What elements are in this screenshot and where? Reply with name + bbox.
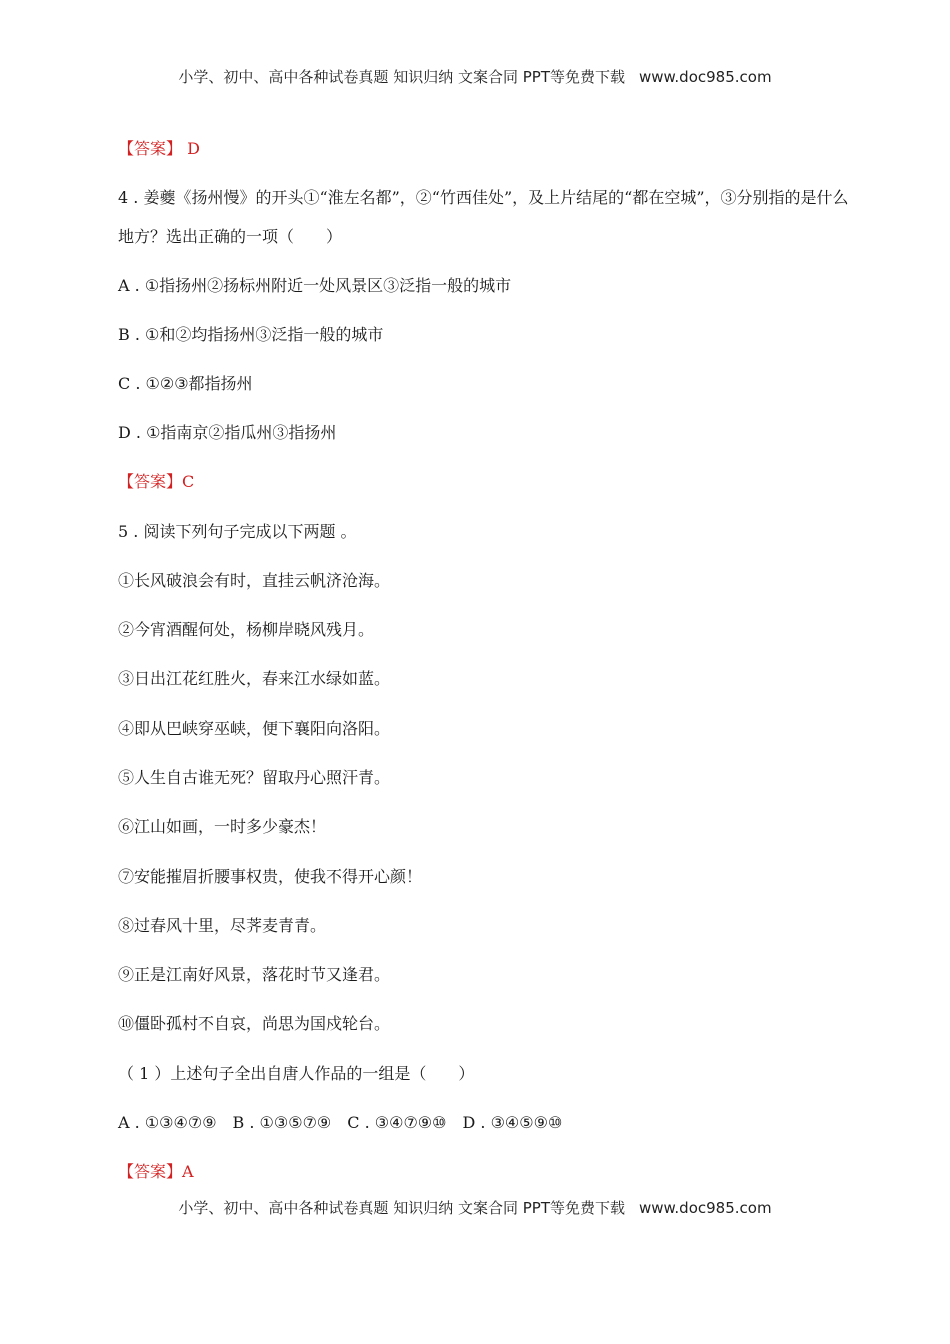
question-4-option-c: C . ①②③都指扬州 bbox=[118, 374, 253, 393]
question-4-option-a: A . ①指扬州②扬标州附近一处风景区③泛指一般的城市 bbox=[118, 276, 512, 295]
sentence-item: ⑩僵卧孤村不自哀，尚思为国戍轮台。 bbox=[118, 1014, 391, 1033]
sentence-item: ⑧过春风十里，尽荠麦青青。 bbox=[118, 916, 327, 935]
answer-label: 【答案】 D bbox=[118, 139, 200, 158]
sentence-item: ⑦安能摧眉折腰事权贵，使我不得开心颜！ bbox=[118, 867, 423, 886]
footer-url[interactable]: www.doc985.com bbox=[638, 1199, 772, 1217]
sentence-item: ③日出江花红胜火，春来江水绿如蓝。 bbox=[118, 669, 391, 688]
sentence-item: ②今宵酒醒何处，杨柳岸晓风残月。 bbox=[118, 620, 375, 639]
sentence-item: ⑥江山如画，一时多少豪杰！ bbox=[118, 817, 327, 836]
question-4-stem: 4 . 姜夔《扬州慢》的开头①“淮左名都”，②“竹西佳处”，及上片结尾的“都在空城”，③分别指的是什么地方？选出正确的一项（ ） bbox=[118, 188, 849, 246]
footer-text: 小学、初中、高中各种试卷真题 知识归纳 文案合同 PPT等免费下载 bbox=[178, 1199, 625, 1217]
sentence-item: ⑨正是江南好风景，落花时节又逢君。 bbox=[118, 965, 391, 984]
question-5-sub-1: （ 1 ）上述句子全出自唐人作品的一组是（ ） bbox=[118, 1064, 475, 1083]
question-5-stem: 5 . 阅读下列句子完成以下两题 。 bbox=[118, 522, 357, 541]
answer-label: 【答案】C bbox=[118, 472, 195, 491]
question-4-option-d: D . ①指南京②指瓜州③指扬州 bbox=[118, 423, 337, 442]
question-5-sub-1-options: A . ①③④⑦⑨ B . ①③⑤⑦⑨ C . ③④⑦⑨⑩ D . ③④⑤⑨⑩ bbox=[118, 1113, 563, 1132]
header-text: 小学、初中、高中各种试卷真题 知识归纳 文案合同 PPT等免费下载 bbox=[178, 68, 625, 86]
sentence-item: ④即从巴峡穿巫峡，便下襄阳向洛阳。 bbox=[118, 719, 391, 738]
question-4-option-b: B . ①和②均指扬州③泛指一般的城市 bbox=[118, 325, 384, 344]
header-url[interactable]: www.doc985.com bbox=[638, 68, 772, 86]
answer-label: 【答案】A bbox=[118, 1162, 194, 1181]
page-footer bbox=[0, 1197, 950, 1218]
sentence-item: ①长风破浪会有时，直挂云帆济沧海。 bbox=[118, 571, 391, 590]
sentence-item: ⑤人生自古谁无死？留取丹心照汗青。 bbox=[118, 768, 391, 787]
page-header bbox=[0, 66, 950, 87]
